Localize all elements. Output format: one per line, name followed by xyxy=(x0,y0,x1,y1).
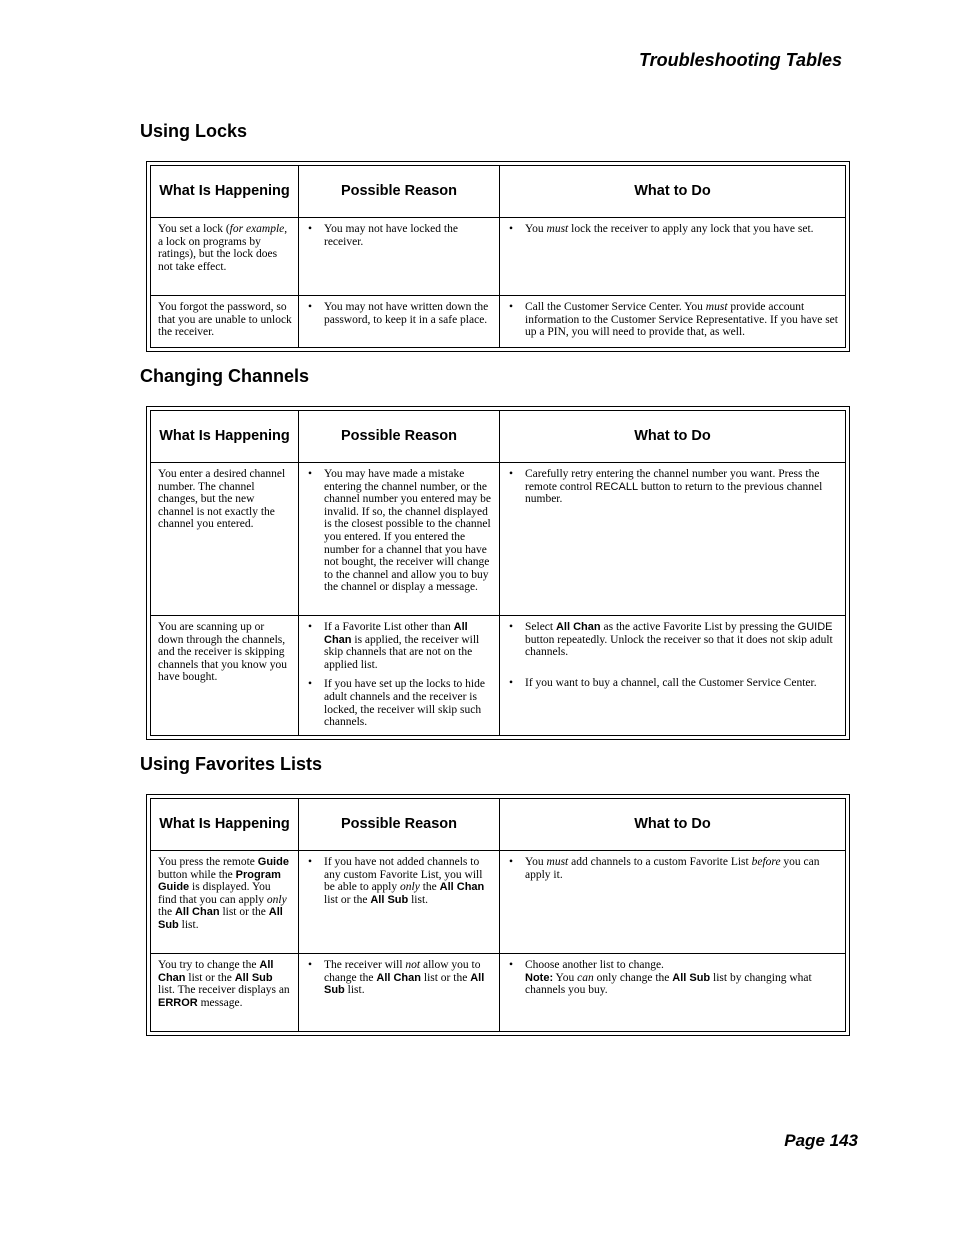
column-header-reason: Possible Reason xyxy=(299,166,500,218)
table-row xyxy=(151,296,846,348)
todo-cell: • Carefully retry entering the channel number you want. Press the remote control RECALL button to return to the previous channel number. xyxy=(500,463,846,616)
section-title-using-favorites-lists: Using Favorites Lists xyxy=(140,754,323,774)
reason-cell: • You may not have locked the receiver. xyxy=(299,218,500,296)
page-number: Page 143 xyxy=(784,1131,858,1150)
happening-cell: You press the remote Guide button while the Program Guide is displayed. You find that you can apply only the All Chan list or the All Sub list. xyxy=(151,851,299,954)
column-header-todo: What to Do xyxy=(500,799,846,851)
column-header-happening: What Is Happening xyxy=(151,166,299,218)
reason-cell: • You may not have written down the password, to keep it in a safe place. xyxy=(299,296,500,348)
todo-cell: • Call the Customer Service Center. You must provide account information to the Customer Service Representative. If you have set up a PIN, you will need to provide that, as well. xyxy=(500,296,846,348)
todo-cell: • Choose another list to change. Note: You can only change the All Sub list by changing what channels you buy. xyxy=(500,954,846,1032)
reason-cell: • The receiver will not allow you to change the All Chan list or the All Sub list. xyxy=(299,954,500,1032)
table-header-row xyxy=(151,411,846,463)
channels-table xyxy=(146,406,850,740)
column-header-reason: Possible Reason xyxy=(299,799,500,851)
column-header-happening: What Is Happening xyxy=(151,411,299,463)
favorites-table xyxy=(146,794,850,1036)
happening-cell: You forgot the password, so that you are unable to unlock the receiver. xyxy=(151,296,299,348)
todo-cell: • You must lock the receiver to apply any lock that you have set. xyxy=(500,218,846,296)
reason-cell: • If a Favorite List other than All Chan is applied, the receiver will skip channels that are not on the applied list. • If you have set up the locks to hide adult channels and the receiver is locked, the receiver will skip such channels. xyxy=(299,616,500,736)
todo-cell: • You must add channels to a custom Favorite List before you can apply it. xyxy=(500,851,846,954)
column-header-reason: Possible Reason xyxy=(299,411,500,463)
table-header-row xyxy=(151,799,846,851)
column-header-todo: What to Do xyxy=(500,411,846,463)
table-row xyxy=(151,851,846,954)
reason-cell: • You may have made a mistake entering the channel number, or the channel number you entered may be invalid. If so, the channel displayed is the closest possible to the channel you entered. If you entered the number for a channel that you have not bought, the receiver will change to the channel and allow you to buy the channel or display a message. xyxy=(299,463,500,616)
table-row xyxy=(151,463,846,616)
section-title-using-locks: Using Locks xyxy=(140,121,248,141)
happening-cell: You are scanning up or down through the channels, and the receiver is skipping channels that you know you have bought. xyxy=(151,616,299,736)
todo-cell: • Select All Chan as the active Favorite List by pressing the GUIDE button repeatedly. Unlock the receiver so that it does not skip adult channels. • If you want to buy a channel, call the Customer Service Center. xyxy=(500,616,846,736)
locks-table xyxy=(146,161,850,352)
column-header-todo: What to Do xyxy=(500,166,846,218)
section-title-changing-channels: Changing Channels xyxy=(140,366,310,386)
running-header: Troubleshooting Tables xyxy=(638,50,842,70)
table-row xyxy=(151,616,846,736)
table-row xyxy=(151,954,846,1032)
happening-cell: You try to change the All Chan list or the All Sub list. The receiver displays an ERROR message. xyxy=(151,954,299,1032)
happening-cell: You set a lock (for example, a lock on programs by ratings), but the lock does not take effect. xyxy=(151,218,299,296)
column-header-happening: What Is Happening xyxy=(151,799,299,851)
happening-cell: You enter a desired channel number. The channel changes, but the new channel is not exactly the channel you entered. xyxy=(151,463,299,616)
table-header-row xyxy=(151,166,846,218)
reason-cell: • If you have not added channels to any custom Favorite List, you will be able to apply only the All Chan list or the All Sub list. xyxy=(299,851,500,954)
table-row xyxy=(151,218,846,296)
